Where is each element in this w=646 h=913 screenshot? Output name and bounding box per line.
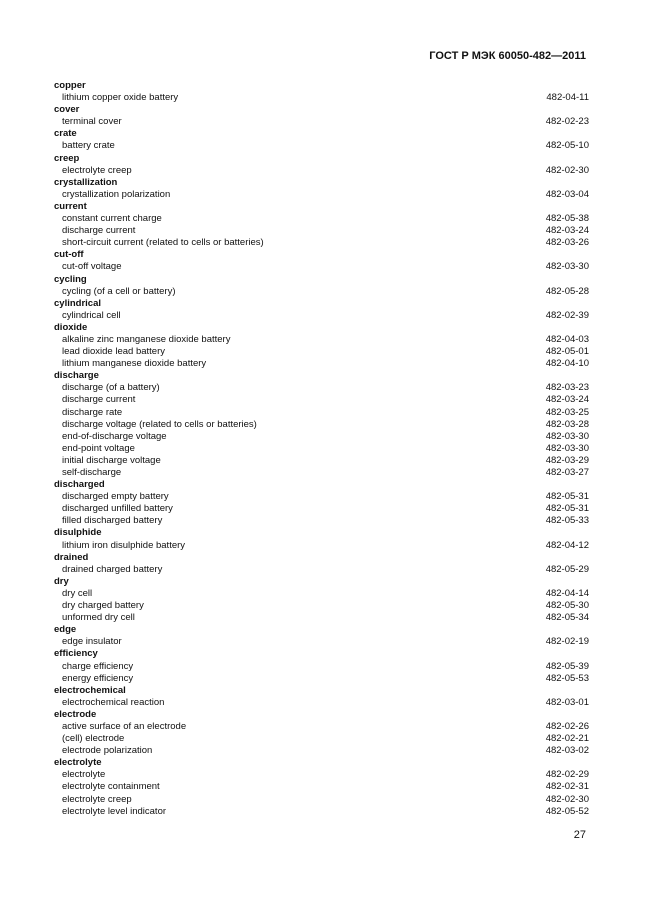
- index-entry: [54, 334, 589, 346]
- entry-ref: 482-02-19: [545, 636, 589, 648]
- entry-ref: 482-03-23: [545, 382, 589, 394]
- index-entry: [54, 261, 589, 273]
- index-entry: [54, 564, 589, 576]
- index-entry: [54, 540, 589, 552]
- index-entry: [54, 213, 589, 225]
- entry-ref: 482-05-30: [545, 600, 589, 612]
- entry-text: cut-off voltage: [62, 261, 122, 273]
- entry-ref: 482-05-38: [545, 213, 589, 225]
- entry-text: initial discharge voltage: [62, 454, 161, 466]
- entry-text: electrolyte: [62, 769, 106, 781]
- entry-text: battery crate: [62, 140, 115, 152]
- entry-ref: 482-02-29: [545, 769, 589, 781]
- entry-text: discharge voltage (related to cells or batteries): [62, 418, 257, 430]
- entry-ref: 482-05-53: [545, 672, 589, 684]
- index-entry: [54, 721, 589, 733]
- entry-text: electrolyte containment: [62, 781, 160, 793]
- index-entry: [54, 467, 589, 479]
- index-entry: [54, 636, 589, 648]
- entry-ref: 482-03-26: [545, 237, 589, 249]
- index-entry: [54, 358, 589, 370]
- index-group: [54, 298, 589, 322]
- entry-ref: 482-02-30: [545, 164, 589, 176]
- index-group: [54, 80, 589, 104]
- index-entry: [54, 491, 589, 503]
- entry-ref: 482-05-31: [545, 491, 589, 503]
- entry-ref: 482-03-28: [545, 418, 589, 430]
- index-term: efficiency: [54, 648, 98, 660]
- entry-text: constant current charge: [62, 213, 162, 225]
- index-term: electrochemical: [54, 684, 126, 696]
- index-entry: [54, 92, 589, 104]
- index-entry: [54, 407, 589, 419]
- index-term: copper: [54, 80, 86, 91]
- index-group: [54, 527, 589, 551]
- entry-ref: 482-02-30: [545, 793, 589, 805]
- entry-ref: 482-05-39: [545, 660, 589, 672]
- entry-ref: 482-03-24: [545, 225, 589, 237]
- entry-text: dry cell: [62, 587, 93, 599]
- index-entry: [54, 310, 589, 322]
- index-group: [54, 624, 589, 648]
- entry-ref: 482-03-27: [545, 467, 589, 478]
- entry-ref: 482-03-01: [545, 696, 589, 708]
- index-entry: [54, 165, 589, 177]
- index-term: electrode: [54, 708, 97, 720]
- index-group: [54, 322, 589, 370]
- entry-text: discharged unfilled battery: [62, 503, 173, 515]
- entry-ref: 482-03-24: [545, 394, 589, 406]
- entry-ref: 482-05-34: [545, 612, 589, 624]
- index-term: dry: [54, 575, 69, 587]
- entry-text: charge efficiency: [62, 660, 134, 672]
- index-entry: [54, 673, 589, 685]
- index-entry: [54, 382, 589, 394]
- entry-text: alkaline zinc manganese dioxide battery: [62, 333, 231, 345]
- page-header: ГОСТ Р МЭК 60050-482—2011: [429, 50, 586, 62]
- index-group: [54, 177, 589, 201]
- index-entry: [54, 346, 589, 358]
- entry-text: cylindrical cell: [62, 309, 121, 321]
- entry-ref: 482-02-21: [545, 733, 589, 745]
- index-term: cut-off: [54, 249, 84, 261]
- index-group: [54, 153, 589, 177]
- index-group: [54, 104, 589, 128]
- index-entry: [54, 237, 589, 249]
- entry-text: lithium copper oxide battery: [62, 92, 179, 104]
- index-entry: [54, 225, 589, 237]
- page-number: 27: [573, 829, 586, 841]
- entry-ref: 482-03-25: [545, 406, 589, 418]
- index-group: [54, 370, 589, 479]
- entry-ref: 482-04-12: [545, 539, 589, 551]
- entry-text: electrolyte creep: [62, 164, 132, 176]
- index-entry: [54, 612, 589, 624]
- entry-text: drained charged battery: [62, 563, 163, 575]
- index-group: [54, 479, 589, 527]
- index-group: [54, 249, 589, 273]
- entry-text: lead dioxide lead battery: [62, 346, 165, 358]
- entry-ref: 482-02-39: [545, 309, 589, 321]
- index-group: [54, 709, 589, 757]
- entry-ref: 482-03-02: [545, 745, 589, 757]
- entry-text: electrolyte level indicator: [62, 805, 167, 817]
- index-entry: [54, 806, 589, 818]
- entry-ref: 482-05-10: [545, 140, 589, 152]
- entry-text: lithium manganese dioxide battery: [62, 358, 207, 370]
- index-entry: [54, 419, 589, 431]
- index-entry: [54, 455, 589, 467]
- index-entry: [54, 769, 589, 781]
- index-entry: [54, 515, 589, 527]
- index-entry: [54, 286, 589, 298]
- index-term: crate: [54, 128, 77, 140]
- index-entry: [54, 600, 589, 612]
- entry-text: discharge rate: [62, 406, 123, 418]
- entry-ref: 482-05-31: [545, 503, 589, 515]
- entry-text: end-point voltage: [62, 442, 135, 454]
- entry-text: self-discharge: [62, 467, 122, 478]
- entry-text: discharge current: [62, 225, 136, 237]
- index-group: [54, 274, 589, 298]
- index-term: discharged: [54, 479, 105, 491]
- index-term: discharge: [54, 370, 99, 382]
- index-entry: [54, 431, 589, 443]
- index-group: [54, 685, 589, 709]
- index-group: [54, 552, 589, 576]
- entry-ref: 482-05-28: [545, 285, 589, 297]
- entry-ref: 482-05-29: [545, 563, 589, 575]
- index-term: drained: [54, 551, 89, 563]
- entry-ref: 482-05-52: [545, 805, 589, 817]
- entry-text: energy efficiency: [62, 672, 134, 684]
- entry-ref: 482-04-10: [545, 358, 589, 370]
- index-group: [54, 757, 589, 817]
- entry-ref: 482-04-03: [545, 333, 589, 345]
- index-entry: [54, 443, 589, 455]
- index-group: [54, 201, 589, 249]
- index-term: current: [54, 200, 87, 212]
- index-term: creep: [54, 152, 80, 164]
- entry-text: edge insulator: [62, 636, 122, 648]
- entry-ref: 482-03-30: [545, 261, 589, 273]
- entry-ref: 482-03-30: [545, 430, 589, 442]
- index-entry: [54, 503, 589, 515]
- index-term: cover: [54, 104, 80, 116]
- index-group: [54, 576, 589, 624]
- index-entry: [54, 733, 589, 745]
- index-entry: [54, 697, 589, 709]
- index-term: cycling: [54, 273, 87, 285]
- index-entry: [54, 588, 589, 600]
- entry-text: crystallization polarization: [62, 188, 171, 200]
- entry-ref: 482-04-14: [545, 587, 589, 599]
- entry-ref: 482-05-01: [545, 346, 589, 358]
- entry-ref: 482-05-33: [545, 515, 589, 527]
- entry-ref: 482-03-29: [545, 454, 589, 466]
- entry-text: electrode polarization: [62, 745, 153, 757]
- index-entry: [54, 661, 589, 673]
- entry-ref: 482-03-04: [545, 188, 589, 200]
- entry-text: dry charged battery: [62, 600, 144, 612]
- entry-text: discharged empty battery: [62, 491, 169, 503]
- entry-text: active surface of an electrode: [62, 720, 187, 732]
- index-term: crystallization: [54, 176, 118, 188]
- entry-ref: 482-03-30: [545, 442, 589, 454]
- index-group: [54, 648, 589, 684]
- index-term: electrolyte: [54, 757, 102, 769]
- entry-text: discharge current: [62, 394, 136, 406]
- index-entry: [54, 394, 589, 406]
- entry-text: (cell) electrode: [62, 733, 125, 745]
- term-index: [54, 80, 589, 818]
- index-term: dioxide: [54, 321, 88, 333]
- entry-ref: 482-02-23: [545, 116, 589, 128]
- entry-text: end-of-discharge voltage: [62, 430, 167, 442]
- index-term: cylindrical: [54, 297, 101, 309]
- entry-text: unformed dry cell: [62, 612, 135, 624]
- entry-text: electrochemical reaction: [62, 696, 165, 708]
- index-entry: [54, 781, 589, 793]
- index-entry: [54, 794, 589, 806]
- entry-text: terminal cover: [62, 116, 122, 128]
- entry-ref: 482-02-26: [545, 720, 589, 732]
- entry-text: discharge (of a battery): [62, 382, 160, 394]
- index-entry: [54, 140, 589, 152]
- entry-ref: 482-02-31: [545, 781, 589, 793]
- entry-text: cycling (of a cell or battery): [62, 285, 176, 297]
- index-entry: [54, 189, 589, 201]
- index-entry: [54, 116, 589, 128]
- index-term: disulphide: [54, 527, 102, 539]
- index-term: edge: [54, 624, 77, 636]
- entry-text: filled discharged battery: [62, 515, 163, 527]
- entry-text: short-circuit current (related to cells or batteries): [62, 237, 264, 249]
- entry-ref: 482-04-11: [546, 92, 589, 104]
- index-group: [54, 128, 589, 152]
- entry-text: electrolyte creep: [62, 793, 132, 805]
- index-entry: [54, 745, 589, 757]
- entry-text: lithium iron disulphide battery: [62, 539, 186, 551]
